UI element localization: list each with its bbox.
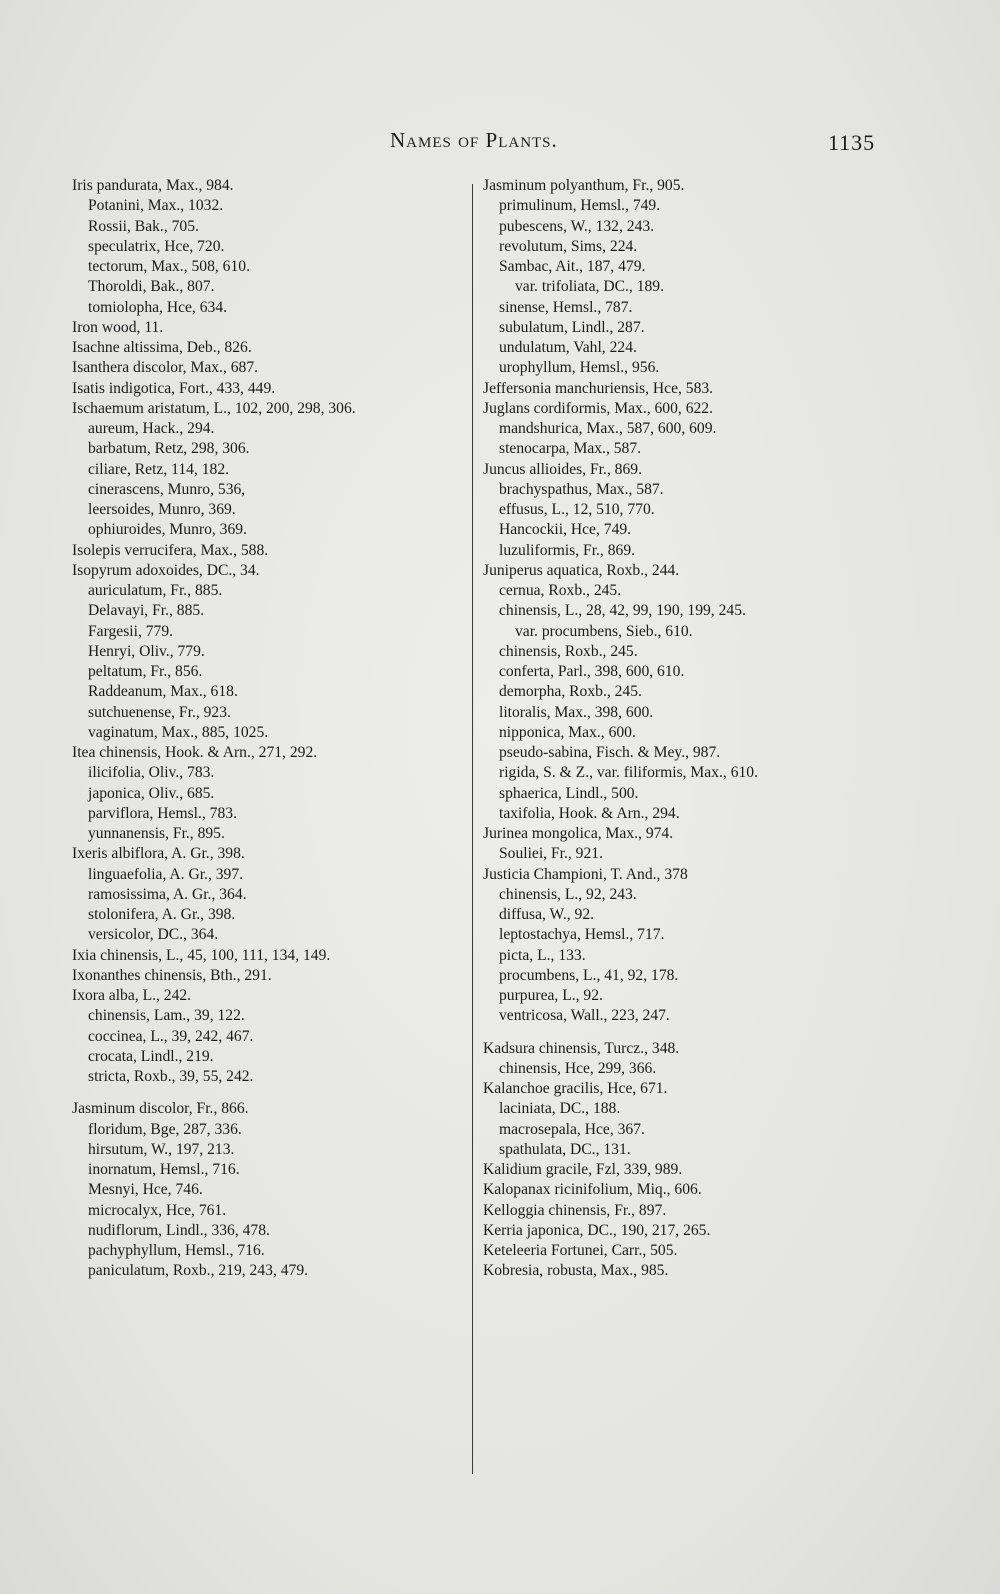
index-entry: revolutum, Sims, 224. — [499, 237, 638, 255]
index-entry: pachyphyllum, Hemsl., 716. — [88, 1242, 265, 1259]
index-entry: Rossii, Bak., 705. — [88, 217, 199, 235]
index-entry: Fargesii, 779. — [88, 622, 174, 640]
index-entry: pubescens, W., 132, 243. — [499, 217, 655, 235]
index-entry: chinensis, Roxb., 245. — [499, 642, 638, 660]
index-entry: nudiflorum, Lindl., 336, 478. — [88, 1221, 270, 1239]
index-entry: speculatrix, Hce, 720. — [88, 237, 225, 255]
index-entry: brachyspathus, Max., 587. — [499, 480, 664, 498]
index-entry: diffusa, W., 92. — [499, 906, 595, 923]
index-entry: Isolepis verrucifera, Max., 588. — [72, 541, 269, 559]
index-entry: Thoroldi, Bak., 807. — [88, 278, 215, 296]
index-entry: Henryi, Oliv., 779. — [88, 642, 205, 660]
index-entry: chinensis, L., 92, 243. — [499, 885, 637, 903]
index-entry: cinerascens, Munro, 536, — [88, 480, 246, 498]
index-entry: chinensis, Hce, 299, 366. — [499, 1059, 657, 1077]
running-head: Names of Plants. — [390, 128, 558, 152]
index-entry: paniculatum, Roxb., 219, 243, 479. — [88, 1262, 309, 1280]
index-entry: picta, L., 133. — [499, 946, 586, 964]
index-entry: nipponica, Max., 600. — [499, 723, 636, 741]
index-column-left — [72, 176, 470, 1282]
index-entry: Raddeanum, Max., 618. — [88, 683, 238, 701]
column-divider — [472, 184, 473, 1474]
index-entry: japonica, Oliv., 685. — [88, 784, 215, 802]
index-entry: ophiuroides, Munro, 369. — [88, 521, 247, 539]
index-entry: taxifolia, Hook. & Arn., 294. — [499, 804, 680, 822]
index-entry: Kalidium gracile, Fzl, 339, 989. — [483, 1161, 683, 1178]
index-entry: barbatum, Retz, 298, 306. — [88, 440, 250, 458]
page-number: 1135 — [828, 130, 876, 155]
index-entry: tomiolopha, Hce, 634. — [88, 298, 228, 316]
index-entry: Justicia Championi, T. And., 378 — [483, 865, 688, 883]
index-entry: ciliare, Retz, 114, 182. — [88, 460, 230, 478]
index-entry: inornatum, Hemsl., 716. — [88, 1161, 240, 1178]
index-entry: chinensis, L., 28, 42, 99, 190, 199, 245. — [499, 602, 746, 620]
section-gap — [72, 1087, 470, 1099]
index-entry: Kadsura chinensis, Turcz., 348. — [483, 1039, 680, 1057]
index-entry: Keteleeria Fortunei, Carr., 505. — [483, 1242, 678, 1259]
index-entry: parviflora, Hemsl., 783. — [88, 804, 237, 822]
index-entry: tectorum, Max., 508, 610. — [88, 258, 250, 275]
index-entry: Ixeris albiflora, A. Gr., 398. — [72, 845, 245, 863]
index-entry: Kobresia, robusta, Max., 985. — [483, 1262, 669, 1280]
index-entry: auriculatum, Fr., 885. — [88, 582, 223, 599]
index-entry: Potanini, Max., 1032. — [88, 197, 224, 215]
index-entry: microcalyx, Hce, 761. — [88, 1201, 227, 1219]
index-entry: Hancockii, Hce, 749. — [499, 521, 632, 539]
index-entry: Kalanchoe gracilis, Hce, 671. — [483, 1080, 668, 1097]
index-entry: procumbens, L., 41, 92, 178. — [499, 966, 679, 984]
index-entry: linguaefolia, A. Gr., 397. — [88, 865, 244, 883]
index-entry: rigida, S. & Z., var. filiformis, Max., 610. — [499, 764, 759, 782]
index-entry: stricta, Roxb., 39, 55, 242. — [88, 1068, 254, 1085]
index-entry: Jurinea mongolica, Max., 974. — [483, 825, 674, 842]
index-entry: Isachne altissima, Deb., 826. — [72, 339, 252, 356]
index-entry: litoralis, Max., 398, 600. — [499, 703, 654, 721]
index-entry: stolonifera, A. Gr., 398. — [88, 906, 236, 923]
index-entry: Jasminum polyanthum, Fr., 905. — [483, 177, 685, 194]
index-entry: var. trifoliata, DC., 189. — [515, 278, 664, 296]
index-entry: Juncus allioides, Fr., 869. — [483, 460, 642, 478]
index-entry: undulatum, Vahl, 224. — [499, 339, 637, 356]
index-entry: Isanthera discolor, Max., 687. — [72, 359, 259, 377]
index-entry: var. procumbens, Sieb., 610. — [515, 622, 693, 640]
index-entry: luzuliformis, Fr., 869. — [499, 541, 636, 559]
index-entry: cernua, Roxb., 245. — [499, 582, 622, 599]
index-entry: conferta, Parl., 398, 600, 610. — [499, 663, 685, 680]
index-entry: Iris pandurata, Max., 984. — [72, 177, 234, 194]
index-entry: spathulata, DC., 131. — [499, 1140, 631, 1158]
index-entry: coccinea, L., 39, 242, 467. — [88, 1027, 254, 1045]
index-entry: Itea chinensis, Hook. & Arn., 271, 292. — [72, 744, 318, 761]
index-entry: Jasminum discolor, Fr., 866. — [72, 1100, 249, 1118]
index-entry: peltatum, Fr., 856. — [88, 663, 203, 680]
index-entry: chinensis, Lam., 39, 122. — [88, 1007, 245, 1025]
index-entry: versicolor, DC., 364. — [88, 926, 219, 944]
index-entry: purpurea, L., 92. — [499, 987, 603, 1004]
index-entry: yunnanensis, Fr., 895. — [88, 825, 225, 842]
index-entry: primulinum, Hemsl., 749. — [499, 197, 661, 215]
index-entry: sphaerica, Lindl., 500. — [499, 784, 639, 802]
index-entry: ventricosa, Wall., 223, 247. — [499, 1007, 670, 1025]
index-entry: Ixora alba, L., 242. — [72, 987, 192, 1004]
index-entry: crocata, Lindl., 219. — [88, 1047, 214, 1065]
index-entry: ilicifolia, Oliv., 783. — [88, 764, 215, 782]
index-entry: sinense, Hemsl., 787. — [499, 298, 633, 316]
index-entry: Kelloggia chinensis, Fr., 897. — [483, 1201, 667, 1219]
index-entry: Mesnyi, Hce, 746. — [88, 1181, 203, 1199]
index-entry: Kerria japonica, DC., 190, 217, 265. — [483, 1221, 711, 1239]
index-column-right — [483, 176, 883, 1282]
index-entry: Delavayi, Fr., 885. — [88, 602, 205, 620]
index-entry: Ixonanthes chinensis, Bth., 291. — [72, 966, 272, 984]
index-entry: sutchuenense, Fr., 923. — [88, 703, 231, 721]
index-entry: stenocarpa, Max., 587. — [499, 440, 642, 458]
index-entry: effusus, L., 12, 510, 770. — [499, 501, 655, 518]
index-entry: macrosepala, Hce, 367. — [499, 1120, 645, 1138]
index-entry: Iron wood, 11. — [72, 318, 164, 336]
index-entry: Ischaemum aristatum, L., 102, 200, 298, 306. — [72, 399, 356, 417]
index-entry: laciniata, DC., 188. — [499, 1100, 621, 1118]
index-entry: Jeffersonia manchuriensis, Hce, 583. — [483, 379, 714, 397]
index-entry: ramosissima, A. Gr., 364. — [88, 885, 247, 903]
index-entry: Kalopanax ricinifolium, Miq., 606. — [483, 1181, 702, 1199]
index-entry: hirsutum, W., 197, 213. — [88, 1140, 235, 1158]
index-entry: mandshurica, Max., 587, 600, 609. — [499, 420, 717, 437]
index-entry: Ixia chinensis, L., 45, 100, 111, 134, 149. — [72, 946, 331, 964]
index-entry: demorpha, Roxb., 245. — [499, 683, 642, 701]
index-entry: leptostachya, Hemsl., 717. — [499, 926, 665, 944]
index-entry: pseudo-sabina, Fisch. & Mey., 987. — [499, 744, 721, 761]
index-entry: aureum, Hack., 294. — [88, 420, 215, 437]
index-entry: vaginatum, Max., 885, 1025. — [88, 723, 269, 741]
index-entry: Juglans cordiformis, Max., 600, 622. — [483, 399, 713, 417]
index-entry: Isopyrum adoxoides, DC., 34. — [72, 561, 260, 579]
index-entry: Souliei, Fr., 921. — [499, 845, 603, 863]
index-entry: Isatis indigotica, Fort., 433, 449. — [72, 379, 276, 397]
index-entry: Juniperus aquatica, Roxb., 244. — [483, 561, 680, 579]
index-entry: leersoides, Munro, 369. — [88, 501, 236, 518]
index-entry: floridum, Bge, 287, 336. — [88, 1120, 242, 1138]
index-entry: subulatum, Lindl., 287. — [499, 318, 645, 336]
index-entry: Sambac, Ait., 187, 479. — [499, 258, 646, 275]
section-gap — [483, 1027, 883, 1039]
index-entry: urophyllum, Hemsl., 956. — [499, 359, 660, 377]
